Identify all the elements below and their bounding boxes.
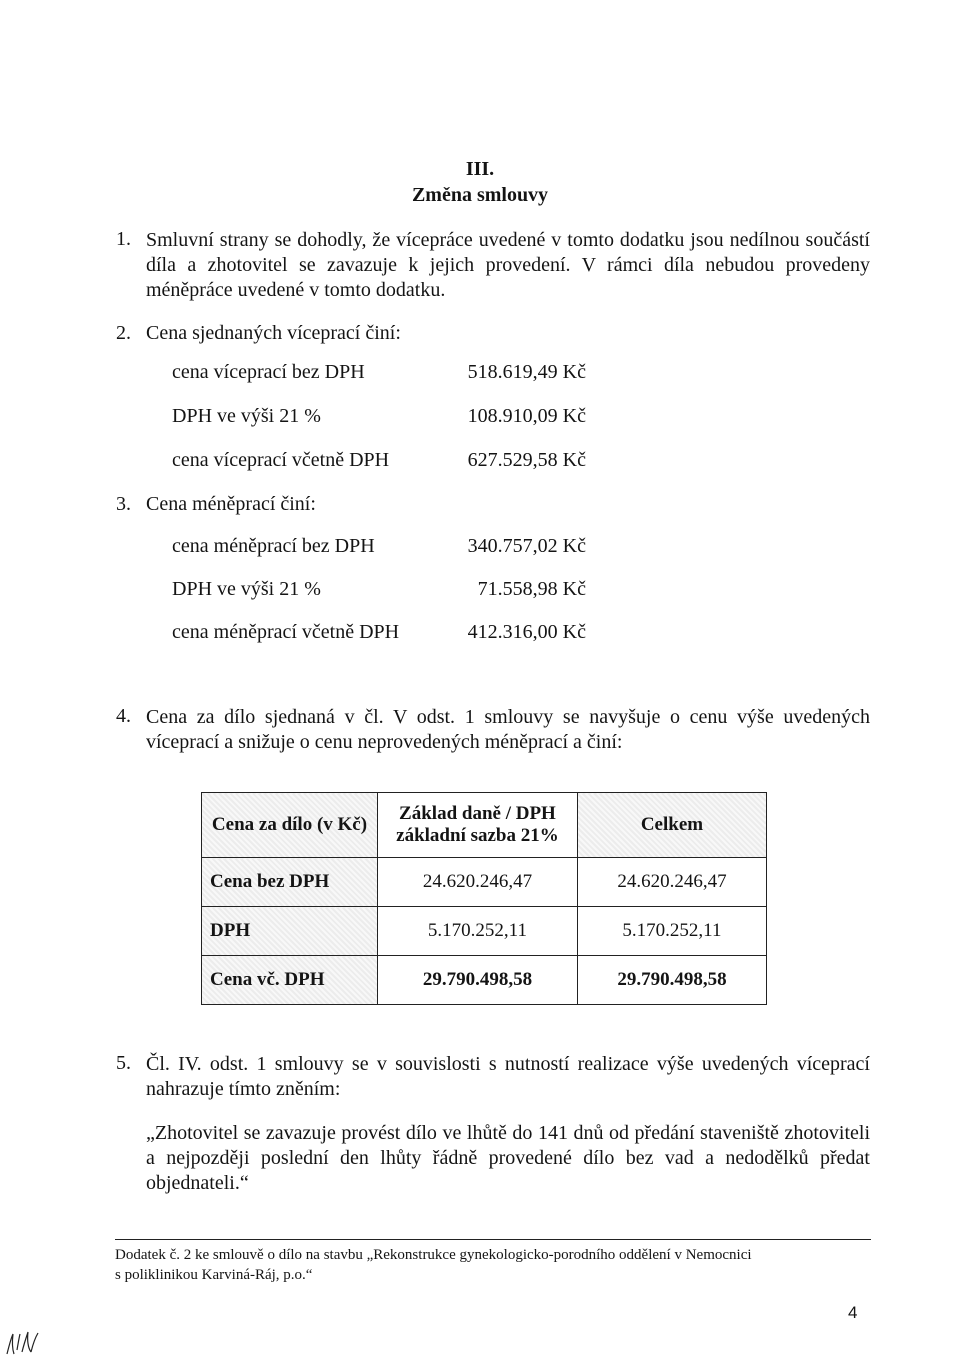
item-3-row-label: cena méněprací včetně DPH <box>172 621 400 643</box>
table-row <box>202 858 767 907</box>
table-header-row <box>202 793 767 858</box>
footer-divider <box>115 1239 871 1240</box>
item-4-text: Cena za dílo sjednaná v čl. V odst. 1 smlouvy se navyšuje o cenu výše uvedených víceprací a snižuje o cenu neprovedených méněprací a činí: <box>146 706 870 753</box>
row-total-cell <box>577 956 766 1005</box>
row-label-cell <box>202 858 378 907</box>
item-2-row-label: cena víceprací bez DPH <box>172 361 365 383</box>
item-5-text: Čl. IV. odst. 1 smlouvy se v souvislosti s nutností realizace výše uvedených víceprací nahrazuje tímto zněním: <box>146 1053 870 1100</box>
header-total-cell <box>577 793 766 858</box>
item-5-number: 5. <box>116 1052 131 1074</box>
row-total: 29.790.498,58 <box>617 969 727 990</box>
item-2-title: Cena sjednaných víceprací činí: <box>146 322 401 344</box>
footer-line-1: Dodatek č. 2 ke smlouvě o dílo na stavbu „Rekonstrukce gynekologicko-porodního oddělení v Nemocnici <box>115 1247 752 1263</box>
item-2-row-label: DPH ve výši 21 % <box>172 405 321 427</box>
row-label: Cena vč. DPH <box>210 969 325 990</box>
footer-line-2: s poliklinikou Karviná-Ráj, p.o.“ <box>115 1267 313 1283</box>
row-label-cell <box>202 956 378 1005</box>
row-total-cell <box>577 858 766 907</box>
header-price-label: Cena za dílo (v Kč) <box>211 814 368 835</box>
row-base-cell <box>378 956 578 1005</box>
item-3-number: 3. <box>116 493 131 515</box>
footer-note <box>115 1245 752 1285</box>
item-2-row-label: cena víceprací včetně DPH <box>172 449 390 471</box>
item-3-row-label: DPH ve výši 21 % <box>172 578 321 600</box>
item-2-number: 2. <box>116 322 131 344</box>
header-base-line2: základní sazba 21% <box>396 825 559 846</box>
item-3-row-value: 340.757,02 Kč <box>467 535 586 557</box>
handwritten-initials <box>4 1330 40 1358</box>
row-label: Cena bez DPH <box>210 871 330 892</box>
page-number: 4 <box>848 1303 858 1322</box>
item-3-row-value: 71.558,98 Kč <box>477 578 586 600</box>
header-base-line1: Základ daně / DPH <box>399 803 556 824</box>
item-3-row-label: cena méněprací bez DPH <box>172 535 375 557</box>
row-total: 24.620.246,47 <box>617 871 727 892</box>
item-2-row-value: 108.910,09 Kč <box>467 405 586 427</box>
row-base: 5.170.252,11 <box>427 920 527 941</box>
row-base-cell <box>378 907 578 956</box>
row-base: 29.790.498,58 <box>422 969 533 990</box>
item-5-quote: „Zhotovitel se zavazuje provést dílo ve lhůtě do 141 dnů od předání staveniště zhotoviteli a nejpozději poslední den lhůty řádně provedené dílo bez vad a nedodělků předat objednateli.“ <box>146 1122 870 1194</box>
header-total-label: Celkem <box>640 814 704 835</box>
row-label: DPH <box>210 920 251 941</box>
item-3-row-value: 412.316,00 Kč <box>467 621 586 643</box>
header-base-cell <box>378 793 578 858</box>
item-2-row-value: 627.529,58 Kč <box>467 449 586 471</box>
row-total: 5.170.252,11 <box>622 920 722 941</box>
section-title: Změna smlouvy <box>411 184 549 206</box>
item-3-title: Cena méněprací činí: <box>146 493 316 515</box>
price-table <box>201 792 767 1005</box>
row-base-cell <box>378 858 578 907</box>
table-row <box>202 907 767 956</box>
item-4-number: 4. <box>116 705 131 727</box>
row-total-cell <box>577 907 766 956</box>
row-base: 24.620.246,47 <box>422 871 533 892</box>
row-label-cell <box>202 907 378 956</box>
header-price-cell <box>202 793 378 858</box>
item-2-row-value: 518.619,49 Kč <box>467 361 586 383</box>
item-1-number: 1. <box>116 228 131 250</box>
table-row <box>202 956 767 1005</box>
section-number: III. <box>465 158 495 180</box>
item-1-text: Smluvní strany se dohodly, že vícepráce uvedené v tomto dodatku jsou nedílnou součástí díla a zhotovitel se zavazuje k jejich provedení. V rámci díla nebudou provedeny méněpráce uvedené v tomto dodatku. <box>146 229 870 301</box>
